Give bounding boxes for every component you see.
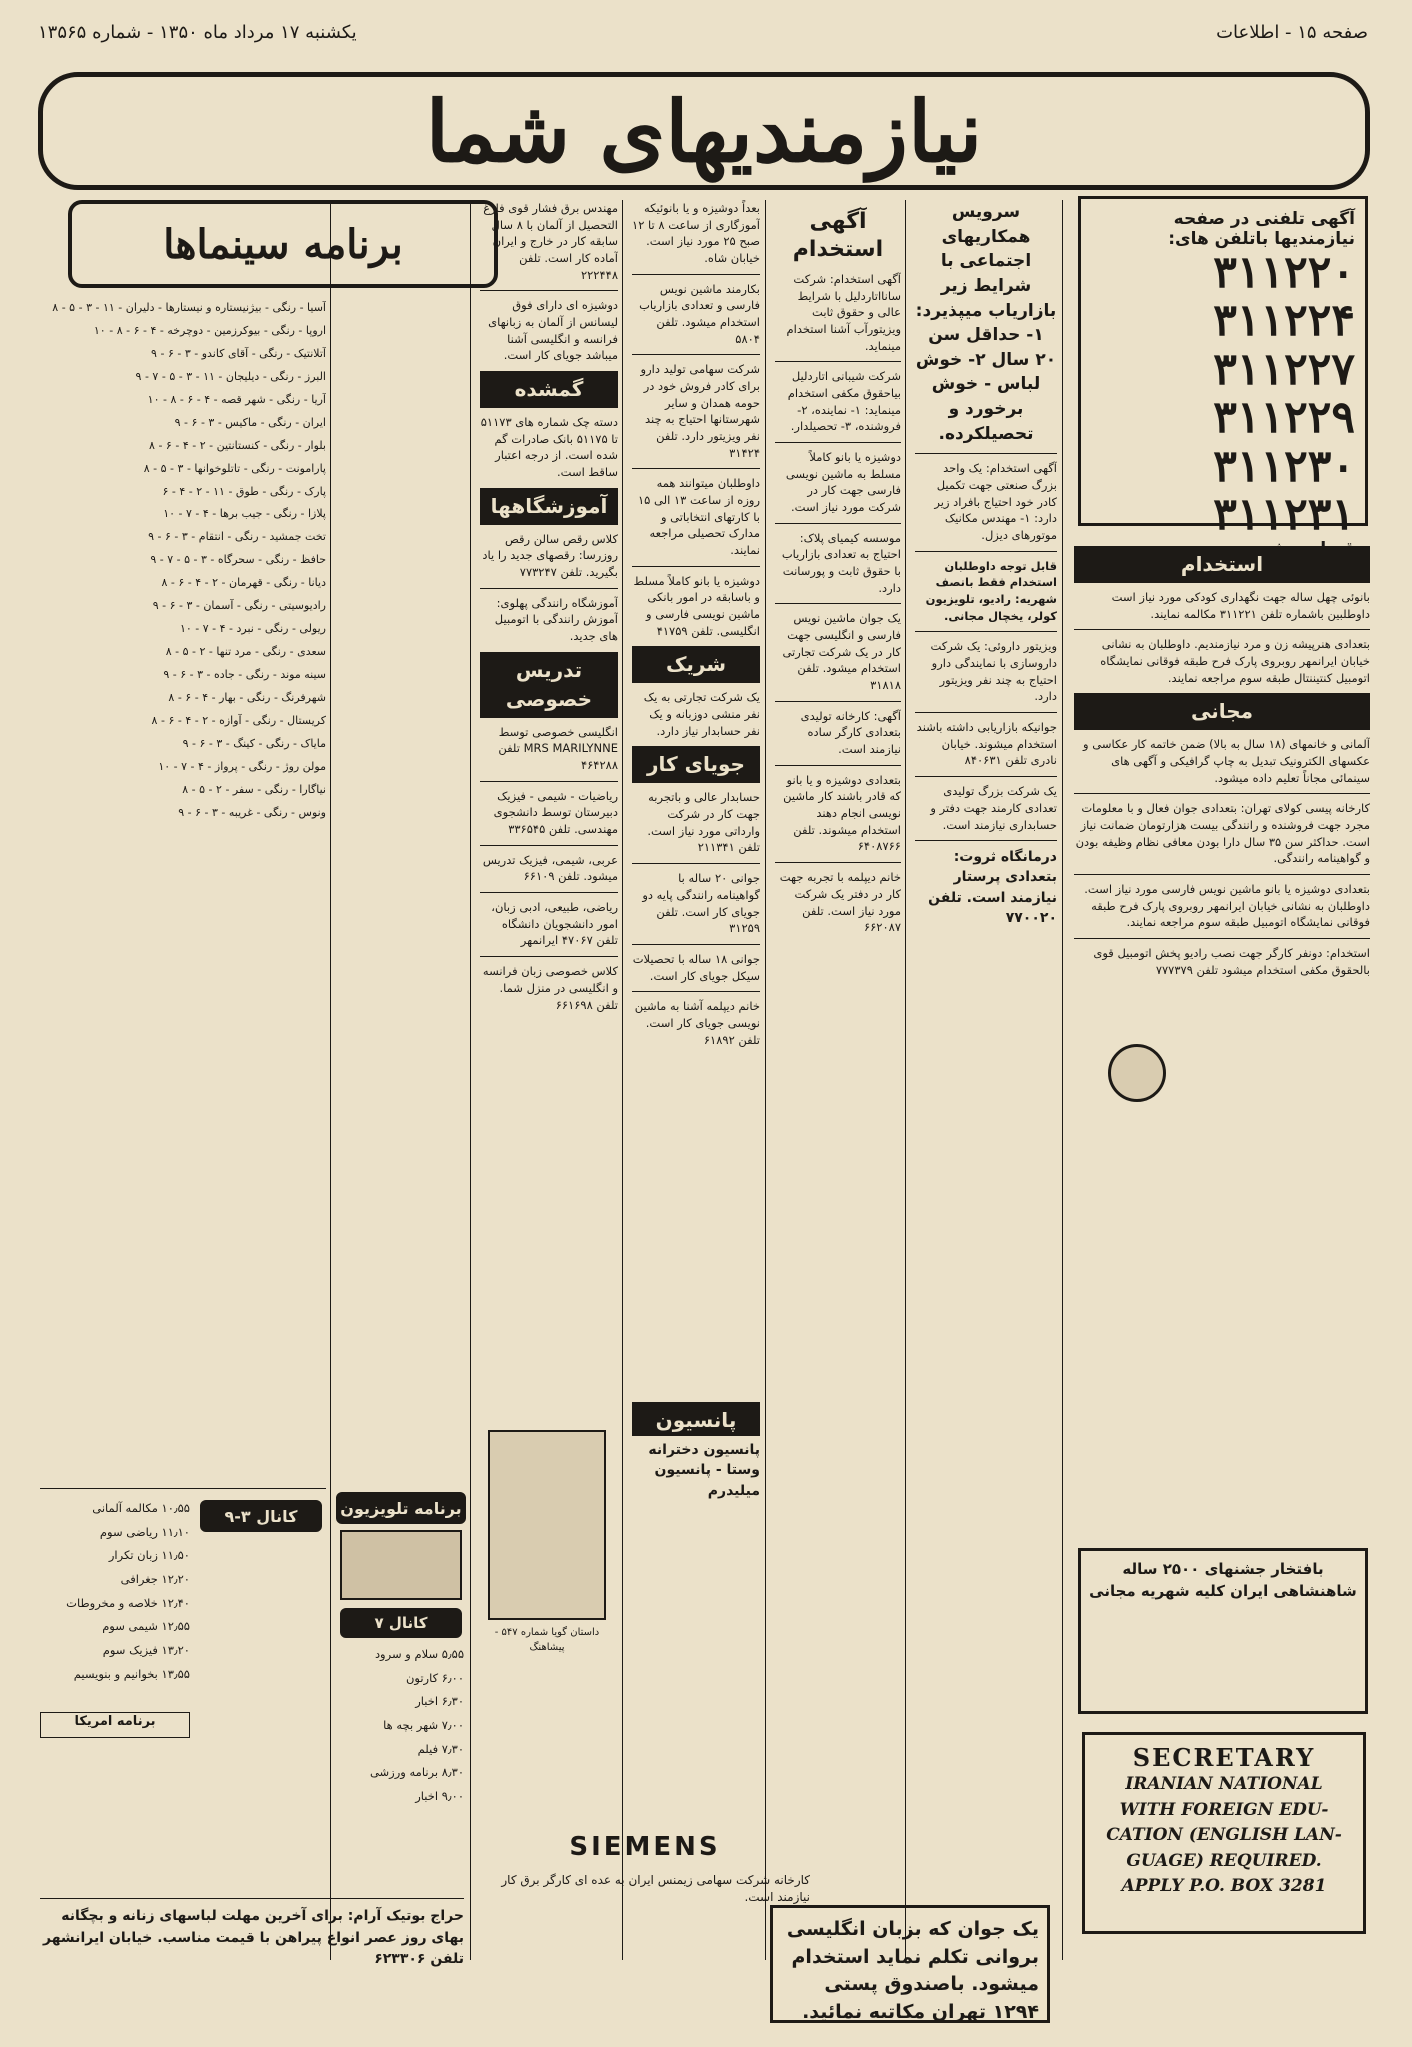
- schedule-item: ۹٫۰۰ اخبار: [415, 1789, 464, 1804]
- cinema-listing: نیاگارا - رنگی - سفر - ۲ - ۵ - ۸: [182, 782, 326, 796]
- cinema-listings: [40, 300, 326, 1480]
- english-speaker-text: یک جوان که بزبان انگلیسی بروانی تکلم نماید استخدام میشود. باصندوق پستی ۱۲۹۴ تهران مکاتبه نمائید.: [786, 1918, 1039, 2023]
- cinema-listing: تخت جمشید - رنگی - انتقام - ۳ - ۶ - ۹: [148, 530, 326, 544]
- section-header-schools: آموزشگاهها: [480, 488, 618, 525]
- secretary-line: CATION (ENGLISH LAN-: [1106, 1825, 1342, 1845]
- classified-ad: جوانی ۲۰ ساله با گواهینامه رانندگی پایه دو جویای کار است. تلفن ۳۱۲۵۹: [642, 871, 760, 936]
- classified-ad: مهندس برق فشار قوی فارغ التحصیل از آلمان با ۸ سال سابقه کار در خارج و ایران آماده کار است. تلفن ۲۲۲۴۴۸: [483, 201, 618, 282]
- cinema-listing: مولن روژ - رنگی - پرواز - ۴ - ۷ - ۱۰: [158, 759, 326, 773]
- channel-3-9-header: [200, 1500, 322, 1532]
- classified-ad: ریاضیات - شیمی - فیزیک دبیرستان توسط دانشجوی مهندسی. تلفن ۳۳۶۵۴۵: [493, 788, 618, 837]
- schedule-item: ۸٫۳۰ برنامه ورزشی: [369, 1765, 464, 1780]
- schedule-item: ۱۳٫۲۰ فیزیک سوم: [102, 1643, 190, 1658]
- schedule-item: ۱۲٫۵۵ شیمی سوم: [102, 1619, 190, 1634]
- masthead: [38, 72, 1370, 190]
- section-header-announcement: آگهی استخدام: [792, 209, 884, 262]
- cinema-listing: شهرفرنگ - رنگی - بهار - ۴ - ۶ - ۸: [168, 690, 326, 704]
- classified-ad: قابل توجه داوطلبان استخدام فقط بانصف شهریه: رادیو، تلویزیون کولر، یخچال مجانی.: [925, 558, 1057, 623]
- secretary-line: SECRETARY: [1132, 1743, 1316, 1772]
- cinema-listing: آتلانتیک - رنگی - آقای کاندو - ۳ - ۶ - ۹: [151, 346, 326, 360]
- classified-ad: سرویس همکاریهای اجتماعی با شرایط زیر بازاریاب میپذیرد: ۱- حداقل سن ۲۰ سال ۲- خوش لباس - خوش برخورد و تحصیلکرده.: [915, 202, 1057, 444]
- classified-ad: بتعدادی دوشیزه یا بانو ماشین نویس فارسی مورد نیاز است. داوطلبان به نشانی خیابان ایرانمهر روبروی پارک فرح طبقه فوقانی نمایشگاه اتومبیل طبقه سوم مراجعه نمایند.: [1084, 882, 1370, 930]
- channel-7-schedule: [340, 1646, 464, 1886]
- cinema-listing: مایاک - رنگی - کینگ - ۳ - ۶ - ۹: [182, 736, 326, 750]
- classified-ad: بکارمند ماشین نویس فارسی و تعدادی بازاریاب استخدام میشود. تلفن ۵۸۰۴: [639, 281, 760, 346]
- classified-ad: یک شرکت بزرگ تولیدی تعدادی کارمند جهت دفتر و حسابداری نیازمند است.: [930, 784, 1057, 832]
- secretary-line: WITH FOREIGN EDU-: [1119, 1799, 1329, 1820]
- cinema-listing: پارک - رنگی - طوق - ۱۱ - ۲ - ۴ - ۶: [162, 484, 326, 498]
- classified-ad: یک جوان ماشین نویس فارسی و انگلیسی جهت کار در یک شرکت تجارتی استخدام میشود. تلفن ۳۱۸۱۸: [782, 611, 901, 693]
- classified-ad: حسابدار عالی و باتجربه جهت کار در شرکت وارداتی مورد نیاز است. تلفن ۲۱۱۳۴۱: [647, 790, 760, 855]
- classified-ad: بعداً دوشیزه و یا بانوئیکه آموزگاری از ساعت ۸ تا ۱۲ صبح ۲۵ مورد نیاز است. خیابان شاه.: [632, 201, 760, 266]
- classified-ad: بتعدادی دوشیزه و یا بانو که قادر باشند کار ماشین نویسی انجام دهند استخدام میشوند. تلفن ۶۴۰۸۷۶۶: [783, 772, 901, 854]
- classified-ad: جوانی ۱۸ ساله با تحصیلات سیکل جویای کار است.: [632, 951, 760, 983]
- cinema-listing: آریا - رنگی - شهر قصه - ۴ - ۶ - ۸ - ۱۰: [147, 392, 326, 406]
- schedule-item: ۱۳٫۵۵ بخوانیم و بنویسیم: [73, 1666, 190, 1681]
- classified-ad: دوشیزه یا بانو کاملاً مسلط به ماشین نویسی فارسی جهت کار در شرکت مورد نیاز است.: [785, 450, 901, 515]
- classified-ad: کارخانه شرکت سهامی زیمنس ایران به عده ای کارگر برق کار نیازمند است.: [501, 1873, 810, 1905]
- phone-number: ۳۱۱۲۲۰: [1213, 247, 1355, 298]
- divider: [40, 1488, 326, 1489]
- classified-ad: شرکت شیبانی اتاردلیل بیاحقوق مکفی استخدام مینماید: ۱- نماینده، ۲- فروشنده، ۳- تحصیلدار.: [787, 369, 901, 434]
- classified-ad: موسسه کیمیای پلاک: احتیاج به تعدادی بازاریاب با حقوق ثابت و پورسانت دارد.: [781, 530, 901, 595]
- classified-ad: یک شرکت تجارتی به یک نفر منشی دوزبانه و یک نفر حسابدار نیاز دارد.: [643, 690, 760, 738]
- story-stamp-image: [488, 1430, 606, 1620]
- section-header-lost: گمشده: [480, 371, 618, 408]
- classified-ad: جوانیکه بازاریابی داشته باشند استخدام میشوند. خیابان نادری تلفن ۸۴۰۶۳۱: [916, 720, 1057, 768]
- section-header-partner: شریک: [632, 646, 760, 683]
- story-stamp-caption: [488, 1626, 606, 1666]
- siemens-logo: [480, 1832, 810, 1862]
- classified-ad: خانم دیپلمه با تجربه جهت کار در دفتر یک شرکت مورد نیاز است. تلفن ۶۶۲۰۸۷: [779, 870, 901, 935]
- classified-ad: آلمانی و خانمهای (۱۸ سال به بالا) ضمن خاتمه کار عکاسی و عکسهای الکترونیک تبدیل به چاپ گرافیکی و آگهی های سینمائی مجاناً تعلیم داده میشود.: [1083, 737, 1370, 785]
- phone-number: ۳۱۱۲۲۴: [1213, 295, 1355, 347]
- classified-ad: دوشیزه ای دارای فوق لیسانس از آلمان به زبانهای فرانسه و انگلیسی آشنا میباشد جویای کار است.: [488, 298, 618, 363]
- classified-ad: درمانگاه ثروت: بتعدادی پرستار نیازمند است. تلفن ۷۷۰۰۲۰: [928, 849, 1057, 927]
- classified-ad: بانوئی چهل ساله جهت نگهداری کودکی مورد نیاز است داوطلبین باشماره تلفن ۳۱۱۲۲۱ مکالمه نمایند.: [1111, 590, 1370, 621]
- phone-number: ۳۱۱۲۲۷: [1213, 343, 1355, 395]
- cinema-listing: البرز - رنگی - دیلیجان - ۱۱ - ۳ - ۵ - ۷ - ۹: [135, 369, 326, 383]
- story-stamp-text: داستان گویا شماره ۵۴۷ - پیشاهنگ: [494, 1627, 600, 1653]
- running-head: [38, 14, 1368, 48]
- column-rule: [470, 200, 471, 1960]
- section-header-pension: پانسیون: [632, 1402, 760, 1436]
- column-rule: [905, 200, 906, 1960]
- classified-ad: آگهی استخدام: یک واحد بزرگ صنعتی جهت تکمیل کادر خود احتیاج بافراد زیر دارد: ۱- مهندس مکانیک موتورهای دیزل.: [934, 461, 1057, 543]
- classified-ad: کارخانه پیسی کولای تهران: بتعدادی جوان فعال و با معلومات مجرد جهت فروشنده و رانندگی بیست هزارتومان ضمانت نیاز است. حداکثر سن ۳۵ سال دارا بودن معافی نظام وظیفه بودن و گواهینامه رانندگی.: [1075, 801, 1370, 866]
- cinema-listing: حافظ - رنگی - سحرگاه - ۳ - ۵ - ۷ - ۹: [150, 553, 326, 567]
- column-2: [915, 200, 1057, 1890]
- classified-ad: آگهی استخدام: شرکت سانااتاردلیل با شرایط عالی و حقوق ثابت ویزیتورآب آشنا استخدام مینماید.: [786, 272, 901, 353]
- classified-ad: داوطلبان میتوانند همه روزه از ساعت ۱۳ الی ۱۵ با کارتهای انتخاباتی و مدارک تحصیلی مراجعه نمایند.: [637, 476, 760, 558]
- cinema-listing: آسیا - رنگی - بیژنیستاره و نیستارها - دلیران - ۱۱ - ۳ - ۵ - ۸: [52, 301, 326, 314]
- classified-ad: ریاضی، طبیعی، ادبی زبان، امور دانشجویان دانشگاه تلفن ۴۷۰۶۷ ایرانمهر: [491, 900, 618, 948]
- phone-number: ۳۱۱۲۳۰: [1213, 440, 1355, 492]
- cinema-listing: ایران - رنگی - ماکیس - ۳ - ۶ - ۹: [174, 415, 326, 429]
- pension-header-wrap: [632, 1396, 760, 1436]
- siemens-label: SIEMENS: [569, 1832, 721, 1862]
- section-header-private-teaching: تدریس خصوصی: [480, 652, 618, 718]
- cinema-listing: پلازا - رنگی - جیب برها - ۴ - ۷ - ۱۰: [163, 507, 326, 521]
- cinema-listing: سینه موند - رنگی - جاده - ۳ - ۶ - ۹: [163, 668, 326, 681]
- secretary-line: APPLY P.O. BOX 3281: [1121, 1876, 1327, 1896]
- pension-ad-text: پانسیون دخترانه وستا - پانسیون میلیدرم: [648, 1442, 760, 1499]
- schedule-item: ۶٫۰۰ کارتون: [405, 1670, 464, 1685]
- schedule-item: ۵٫۵۵ سلام و سرود: [374, 1647, 464, 1661]
- cinema-listing: بلوار - رنگی - کنستانتین - ۲ - ۴ - ۶ - ۸: [149, 438, 326, 452]
- secretary-line: IRANIAN NATIONAL: [1125, 1774, 1323, 1794]
- classified-ad: آموزشگاه رانندگی پهلوی: آموزش رانندگی با اتومبیل های جدید.: [494, 595, 618, 644]
- schedule-item: ۱۲٫۲۰ جغرافی: [120, 1572, 190, 1587]
- classified-ad: استخدام: دونفر کارگر جهت نصب رادیو پخش اتومبیل قوی بالحقوق مکفی استخدام میشود تلفن ۷۷۷۳۷۹: [1093, 946, 1370, 977]
- secretary-ad: [1082, 1732, 1366, 1934]
- page-number: صفحه ۱۵ - اطلاعات: [1216, 22, 1368, 43]
- schedule-item: ۱۱٫۵۰ زبان تکرار: [108, 1548, 190, 1563]
- issue-date: یکشنبه ۱۷ مرداد ماه ۱۳۵۰ - شماره ۱۳۵۶۵: [38, 22, 357, 43]
- free-tuition-text: بافتخار جشنهای ۲۵۰۰ ساله شاهنشاهی ایران کلیه شهریه مجانی: [1089, 1560, 1357, 1600]
- column-rule: [765, 200, 766, 1960]
- america-program-label: برنامه امریکا: [74, 1714, 156, 1729]
- classified-ad: آگهی: کارخانه تولیدی بتعدادی کارگر ساده نیازمند است.: [800, 708, 901, 757]
- channel-3-9-label: کانال ۳-۹: [224, 1507, 298, 1526]
- schedule-item: ۷٫۰۰ شهر بچه ها: [383, 1718, 464, 1733]
- pension-ad: [632, 1440, 760, 1550]
- phone-ad-intro: آگهی تلفنی در صفحه نیازمندیها باتلفن های:: [1168, 209, 1355, 249]
- channel-7-header: [340, 1608, 462, 1638]
- cinema-listing: ریولی - رنگی - نبرد - ۴ - ۷ - ۱۰: [179, 622, 326, 636]
- column-rule: [622, 200, 623, 1960]
- free-tuition-box: [1078, 1548, 1368, 1714]
- classified-ad: بتعدادی هنرپیشه زن و مرد نیازمندیم. داوطلبان به نشانی خیابان ایرانمهر روبروی پارک فرح طبقه فوقانی نمایشگاه اتومبیل کنتیننتال طبقه سوم مراجعه نمایند.: [1100, 637, 1370, 685]
- phone-number: ۳۱۱۲۳۱: [1213, 488, 1355, 540]
- cinema-listing: کریستال - رنگی - آوازه - ۲ - ۴ - ۶ - ۸: [151, 713, 326, 727]
- classified-ad: انگلیسی خصوصی توسط MRS MARILYNNE تلفن ۴۶۴۲۸۸: [498, 724, 618, 773]
- cinema-listing: رادیوسیتی - رنگی - آسمان - ۳ - ۶ - ۹: [152, 599, 326, 613]
- section-header-free: مجانی: [1074, 693, 1370, 730]
- tv-logo-image: [340, 1530, 462, 1600]
- tv-header-label: برنامه تلویزیون: [340, 1499, 462, 1518]
- secretary-line: GUAGE) REQUIRED.: [1126, 1850, 1322, 1871]
- section-header-job-seeking: جویای کار: [632, 746, 760, 783]
- masthead-title: نیازمندیهای شما: [425, 81, 983, 181]
- schedule-item: ۱۰٫۵۵ مکالمه آلمانی: [92, 1501, 190, 1515]
- cinema-listing: اروپا - رنگی - بیوکرزمین - دوچرخه - ۴ - ۶ - ۸ - ۱۰: [93, 323, 326, 337]
- classified-ad: دسته چک شماره های ۵۱۱۷۳ تا ۵۱۱۷۵ بانک صادرات گم شده است. از درجه اعتبار ساقط است.: [480, 415, 618, 480]
- classified-ad: خانم دیپلمه آشنا به ماشین نویسی جویای کار است. تلفن ۶۱۸۹۲: [634, 999, 760, 1047]
- column-5: [480, 200, 618, 1390]
- classified-ad: کلاس خصوصی زبان فرانسه و انگلیسی در منزل شما. تلفن ۶۶۱۶۹۸: [482, 964, 618, 1012]
- boutique-ad: [40, 1906, 464, 2026]
- cinema-listing: پارامونت - رنگی - تاتلوخوانها - ۳ - ۵ - ۸: [143, 461, 326, 475]
- cinema-listing: سعدی - رنگی - مرد تنها - ۲ - ۵ - ۸: [165, 645, 326, 659]
- section-header-employment: استخدام: [1074, 546, 1370, 583]
- emblem-icon: [1108, 1044, 1166, 1102]
- cinema-header-label: برنامه سینماها: [163, 220, 403, 268]
- column-4: [632, 200, 760, 1820]
- english-speaker-ad: [770, 1905, 1050, 2023]
- classified-ad: دوشیزه یا بانو کاملاً مسلط و باسابقه در امور بانکی ماشین نویسی فارسی و انگلیسی. تلفن ۴۱۷۵۹: [633, 573, 760, 638]
- schedule-item: ۷٫۳۰ فیلم: [417, 1741, 464, 1756]
- channel-3-9-schedule: [40, 1500, 190, 1700]
- classified-ad: کلاس رقص سالن رقص روزرسا: رقصهای جدید را یاد بگیرید. تلفن ۷۷۳۲۴۷: [482, 531, 618, 580]
- column-rule: [330, 200, 331, 1960]
- column-rule: [1062, 200, 1063, 1960]
- phone-number: ۳۱۱۲۲۹: [1213, 392, 1355, 444]
- schedule-item: ۶٫۳۰ اخبار: [415, 1694, 464, 1709]
- boutique-ad-text: حراج بوتیک آرام: برای آخرین مهلت لباسهای زنانه و بچگانه بهای روز عصر انواع پیراهن با قیمت مناسب. خیابان ایرانشهر تلفن ۶۲۳۳۰۶: [42, 1908, 464, 1968]
- cinema-header: [68, 200, 498, 288]
- schedule-item: ۱۱٫۱۰ ریاضی سوم: [99, 1524, 190, 1539]
- phone-ad-box: [1078, 196, 1368, 540]
- column-3: [775, 200, 901, 1890]
- classified-ad: ویزیتور داروئی: یک شرکت داروسازی با نمایندگی دارو احتیاج به چند نفر ویزیتور دارد.: [930, 639, 1057, 704]
- divider: [40, 1898, 464, 1899]
- siemens-ad: [480, 1872, 810, 2022]
- classified-ad: عربی، شیمی، فیزیک تدریس میشود. تلفن ۶۶۱۰۹: [482, 852, 618, 884]
- channel-7-label: کانال ۷: [374, 1614, 428, 1632]
- cinema-listing: ونوس - رنگی - غریبه - ۳ - ۶ - ۹: [178, 805, 326, 819]
- column-1: [1074, 540, 1370, 1540]
- cinema-listing: دیانا - رنگی - قهرمان - ۲ - ۴ - ۶ - ۸: [161, 576, 326, 590]
- classified-ad: شرکت سهامی تولید دارو برای کادر فروش خود در حومه همدان و سایر شهرستانها احتیاج به چند نفر ویزیتور دارد. تلفن ۳۱۴۲۴: [640, 362, 760, 460]
- america-program-header: [40, 1712, 190, 1738]
- tv-header: [336, 1492, 466, 1524]
- schedule-item: ۱۲٫۴۰ خلاصه و مخروطات: [66, 1595, 190, 1610]
